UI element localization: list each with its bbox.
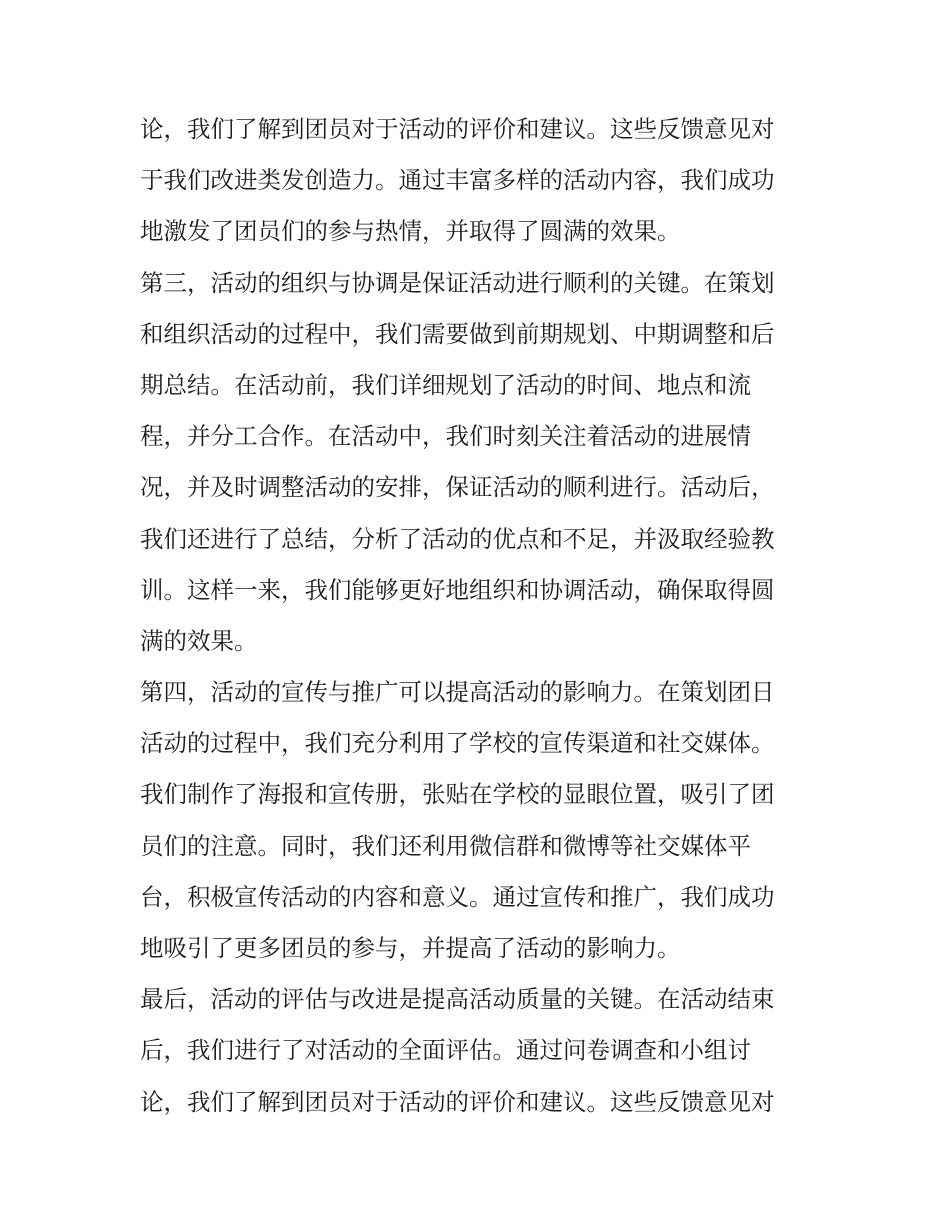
text-line: 第四，活动的宣传与推广可以提高活动的影响力。在策划团日	[140, 678, 775, 707]
text-line: 和组织活动的过程中，我们需要做到前期规划、中期调整和后	[140, 319, 775, 348]
text-line: 训。这样一来，我们能够更好地组织和协调活动，确保取得圆	[140, 575, 775, 604]
text-line: 况，并及时调整活动的安排，保证活动的顺利进行。活动后，	[140, 473, 775, 502]
text-line: 最后，活动的评估与改进是提高活动质量的关键。在活动结束	[140, 985, 775, 1014]
text-line: 于我们改进类发创造力。通过丰富多样的活动内容，我们成功	[140, 166, 775, 195]
body-text	[140, 104, 820, 1128]
text-line: 我们制作了海报和宣传册，张贴在学校的显眼位置，吸引了团	[140, 780, 775, 809]
text-line: 员们的注意。同时，我们还利用微信群和微博等社交媒体平	[140, 831, 751, 860]
text-line: 后，我们进行了对活动的全面评估。通过问卷调查和小组讨	[140, 1036, 751, 1065]
text-line: 台，积极宣传活动的内容和意义。通过宣传和推广，我们成功	[140, 882, 775, 911]
text-line: 地吸引了更多团员的参与，并提高了活动的影响力。	[140, 934, 681, 962]
text-line: 满的效果。	[140, 626, 258, 655]
text-line: 我们还进行了总结，分析了活动的优点和不足，并汲取经验教	[140, 524, 775, 553]
text-line: 论，我们了解到团员对于活动的评价和建议。这些反馈意见对	[140, 115, 775, 143]
text-line: 地激发了团员们的参与热情，并取得了圆满的效果。	[140, 217, 681, 246]
text-line: 程，并分工合作。在活动中，我们时刻关注着活动的进展情	[140, 422, 751, 451]
text-line: 期总结。在活动前，我们详细规划了活动的时间、地点和流	[140, 370, 751, 399]
text-line: 第三，活动的组织与协调是保证活动进行顺利的关键。在策划	[140, 268, 775, 297]
text-line: 活动的过程中，我们充分利用了学校的宣传渠道和社交媒体。	[140, 729, 775, 758]
text-line: 论，我们了解到团员对于活动的评价和建议。这些反馈意见对	[140, 1087, 775, 1116]
